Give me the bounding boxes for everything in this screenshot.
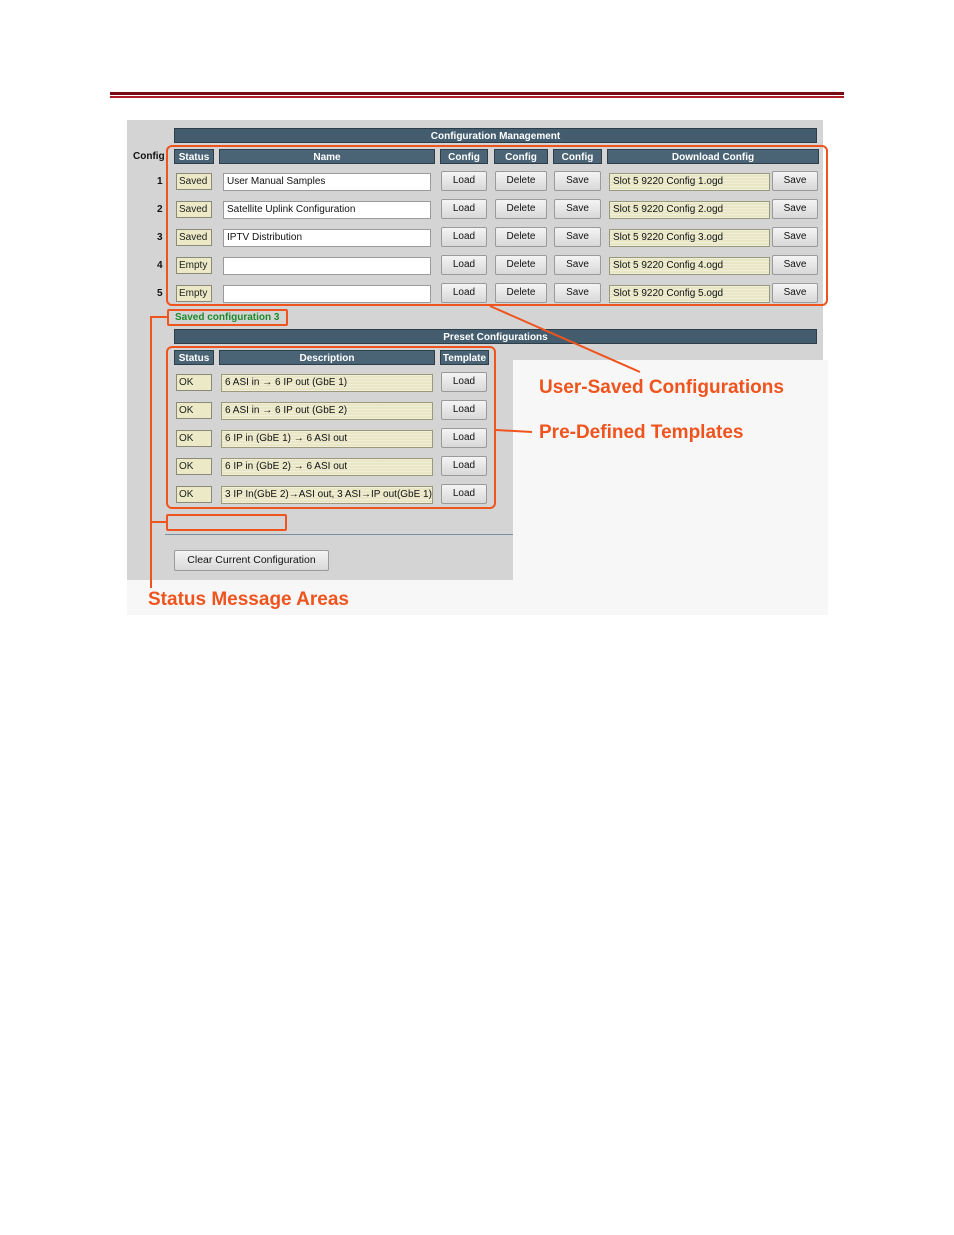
template-header: Template (440, 350, 489, 365)
load-config-header: Config (440, 149, 488, 164)
download-save-button[interactable]: Save (772, 199, 818, 219)
user-saved-annotation: User-Saved Configurations (539, 377, 784, 398)
load-template-button[interactable]: Load (441, 484, 487, 504)
save-config-button[interactable]: Save (554, 283, 601, 303)
save-config-button[interactable]: Save (554, 171, 601, 191)
download-config-header: Download Config (607, 149, 819, 164)
download-filename: Slot 5 9220 Config 3.ogd (609, 229, 770, 247)
load-config-button[interactable]: Load (441, 227, 487, 247)
load-config-button[interactable]: Load (441, 199, 487, 219)
preset-description: 6 ASI in → 6 IP out (GbE 1) (221, 374, 433, 392)
delete-config-button[interactable]: Delete (495, 227, 547, 247)
load-config-button[interactable]: Load (441, 255, 487, 275)
config-name-input[interactable]: IPTV Distribution (223, 229, 431, 247)
delete-config-button[interactable]: Delete (495, 171, 547, 191)
preset-description: 6 IP in (GbE 1) → 6 ASI out (221, 430, 433, 448)
delete-config-button[interactable]: Delete (495, 255, 547, 275)
row-number: 4 (157, 260, 163, 271)
config-status: Empty (176, 257, 212, 274)
pre-defined-annotation: Pre-Defined Templates (539, 422, 744, 443)
row-number: 5 (157, 288, 163, 299)
config-status-message: Saved configuration 3 (175, 312, 280, 323)
save-config-button[interactable]: Save (554, 199, 601, 219)
row-number: 2 (157, 204, 163, 215)
config-management-title: Configuration Management (174, 128, 817, 143)
download-filename: Slot 5 9220 Config 5.ogd (609, 285, 770, 303)
download-filename: Slot 5 9220 Config 2.ogd (609, 201, 770, 219)
load-config-button[interactable]: Load (441, 171, 487, 191)
delete-config-button[interactable]: Delete (495, 199, 547, 219)
save-config-button[interactable]: Save (554, 227, 601, 247)
load-template-button[interactable]: Load (441, 456, 487, 476)
config-status: Empty (176, 285, 212, 302)
download-save-button[interactable]: Save (772, 227, 818, 247)
name-header: Name (219, 149, 435, 164)
preset-configurations-title: Preset Configurations (174, 329, 817, 344)
clear-current-configuration-button[interactable]: Clear Current Configuration (174, 550, 329, 571)
row-number: 3 (157, 232, 163, 243)
config-status: Saved (176, 229, 212, 246)
description-header: Description (219, 350, 435, 365)
row-number: 1 (157, 176, 163, 187)
preset-description: 3 IP In(GbE 2)→ASI out, 3 ASI→IP out(GbE 1) (221, 486, 433, 504)
download-save-button[interactable]: Save (772, 171, 818, 191)
config-name-input[interactable]: Satellite Uplink Configuration (223, 201, 431, 219)
preset-status: OK (176, 374, 212, 391)
load-template-button[interactable]: Load (441, 400, 487, 420)
load-template-button[interactable]: Load (441, 372, 487, 392)
save-config-button[interactable]: Save (554, 255, 601, 275)
download-save-button[interactable]: Save (772, 283, 818, 303)
preset-status-header: Status (174, 350, 214, 365)
preset-status: OK (176, 486, 212, 503)
download-save-button[interactable]: Save (772, 255, 818, 275)
config-name-input[interactable]: User Manual Samples (223, 173, 431, 191)
delete-config-header: Config (494, 149, 548, 164)
status-header: Status (174, 149, 214, 164)
config-status: Saved (176, 173, 212, 190)
load-config-button[interactable]: Load (441, 283, 487, 303)
config-column-label: Config (133, 151, 165, 162)
preset-status: OK (176, 402, 212, 419)
save-config-header: Config (553, 149, 602, 164)
load-template-button[interactable]: Load (441, 428, 487, 448)
preset-status: OK (176, 430, 212, 447)
preset-status: OK (176, 458, 212, 475)
download-filename: Slot 5 9220 Config 4.ogd (609, 257, 770, 275)
delete-config-button[interactable]: Delete (495, 283, 547, 303)
config-status: Saved (176, 201, 212, 218)
preset-description: 6 ASI in → 6 IP out (GbE 2) (221, 402, 433, 420)
preset-description: 6 IP in (GbE 2) → 6 ASI out (221, 458, 433, 476)
download-filename: Slot 5 9220 Config 1.ogd (609, 173, 770, 191)
status-areas-annotation: Status Message Areas (148, 589, 350, 610)
